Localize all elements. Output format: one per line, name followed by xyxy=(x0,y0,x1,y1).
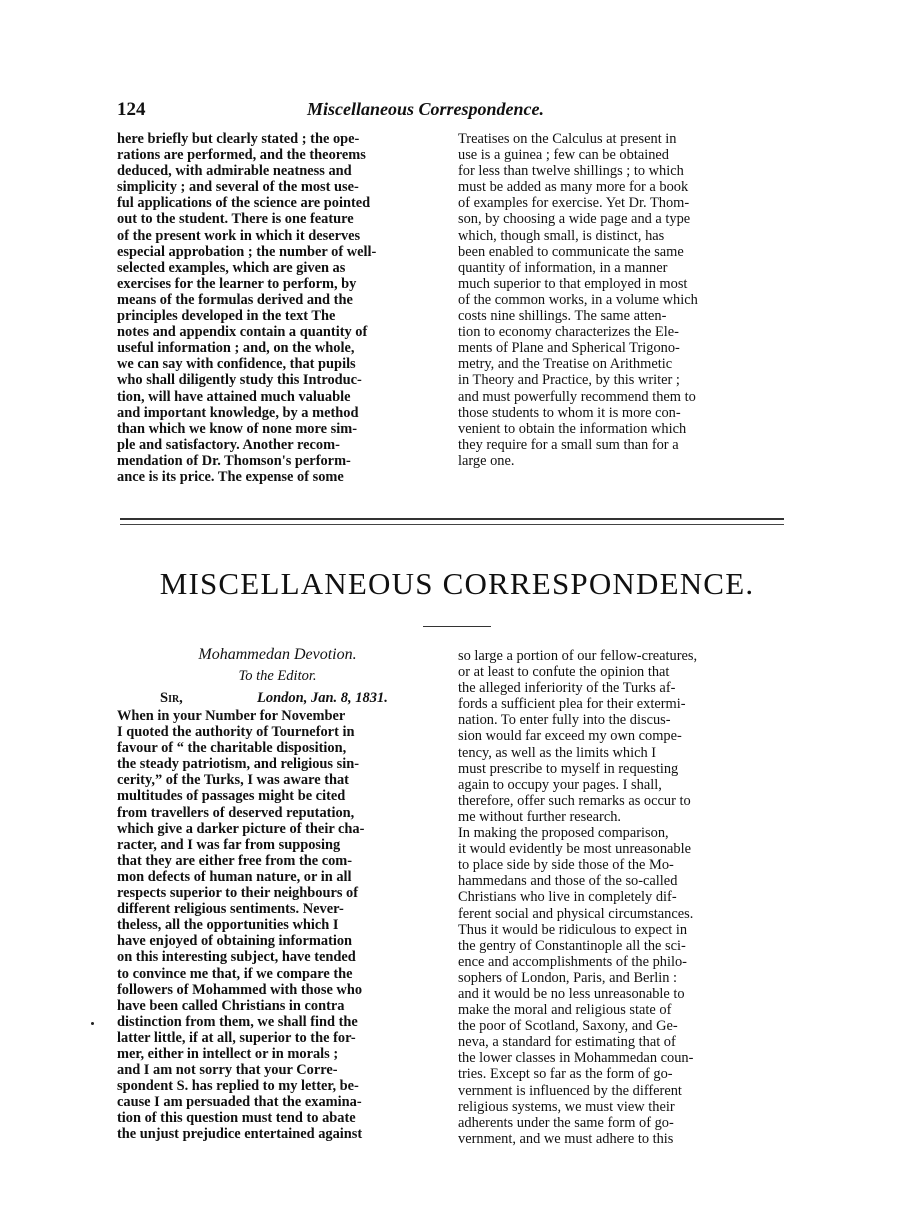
article-left-column: When in your Number for November I quoted the authority of Tournefort in favour of “ the charitable disposition, the steady patriotism, and religious sin- cerity,” of the Turks, I was aware that multitudes of passages might be cited from travellers of deserved reputation, which give a darker picture of their cha- racter, and I was far from supposing that they are either free from the com- mon defects of human nature, or in all respects superior to their neighbours of different religious sentiments. Never- theless, all the opportunities which I have enjoyed of obtaining information on this interesting subject, have tended to convince me that, if we compare the followers of Mohammed with those who have been called Christians in contra distinction from them, we shall find the latter little, if at all, superior to the for- mer, either in intellect or in morals ; and I am not sorry that your Corre- spondent S. has replied to my letter, be- cause I am persuaded that the examina- tion of this question must tend to abate the unjust prejudice entertained against xyxy=(117,708,365,1143)
title-underline-rule xyxy=(423,626,491,627)
article-subheading: To the Editor. xyxy=(238,668,317,684)
letter-dateline: London, Jan. 8, 1831. xyxy=(257,690,388,706)
page-number: 124 xyxy=(117,99,146,120)
review-right-column: Treatises on the Calculus at present in use is a guinea ; few can be obtained for less than twelve shillings ; to which must be added as many more for a book of examples for exercise. Yet Dr. Thom- son, by choosing a wide page and a type which, though small, is distinct, has been enabled to communicate the same quantity of information, in a manner much superior to that employed in most of the common works, in a volume which costs nine shillings. The same atten- tion to economy characterizes the Ele- ments of Plane and Spherical Trigono- metry, and the Treatise on Arithmetic in Theory and Practice, by this writer ; and must powerfully recommend them to those students to whom it is more con- venient to obtain the information which they require for a small sum than for a large one. xyxy=(458,131,698,469)
margin-mark xyxy=(91,1022,94,1025)
letter-salutation: Sir, xyxy=(160,690,183,706)
review-left-column: here briefly but clearly stated ; the ope- rations are performed, and the theorems deduced, with admirable neatness and simplicity ; and several of the most use- ful applications of the science are pointed out to the student. There is one feature of the present work in which it deserves especial approbation ; the number of well- selected examples, which are given as exercises for the learner to perform, by means of the formulas derived and the principles developed in the text The notes and appendix contain a quantity of useful information ; and, on the whole, we can say with confidence, that pupils who shall diligently study this Introduc- tion, will have attained much valuable and important knowledge, by a method than which we know of none more sim- ple and satisfactory. Another recom- mendation of Dr. Thomson's perform- ance is its price. The expense of some xyxy=(117,131,377,485)
article-heading: Mohammedan Devotion. xyxy=(198,646,357,663)
section-divider-rule xyxy=(120,518,784,525)
article-right-column: so large a portion of our fellow-creatures, or at least to confute the opinion that the alleged inferiority of the Turks af- fords a sufficient plea for their extermi- nation. To enter fully into the discus- sion would far exceed my own compe- tency, as well as the limits which I must prescribe to myself in requesting again to occupy your pages. I shall, therefore, offer such remarks as occur to me without further research. In making the proposed comparison, it would evidently be most unreasonable to place side by side those of the Mo- hammedans and those of the so-called Christians who live in completely dif- ferent social and physical circumstances. Thus it would be ridiculous to expect in the gentry of Constantinople all the sci- ence and accomplishments of the philo- sophers of London, Paris, and Berlin : and it would be no less unreasonable to make the moral and religious state of the poor of Scotland, Saxony, and Ge- neva, a standard for estimating that of the lower classes in Mohammedan coun- tries. Except so far as the form of go- vernment is influenced by the different religious systems, we must view their adherents under the same form of go- vernment, and we must adhere to this xyxy=(458,648,698,1147)
section-title: MISCELLANEOUS CORRESPONDENCE. xyxy=(159,566,755,601)
running-title: Miscellaneous Correspondence. xyxy=(307,99,545,119)
running-head xyxy=(117,99,785,121)
